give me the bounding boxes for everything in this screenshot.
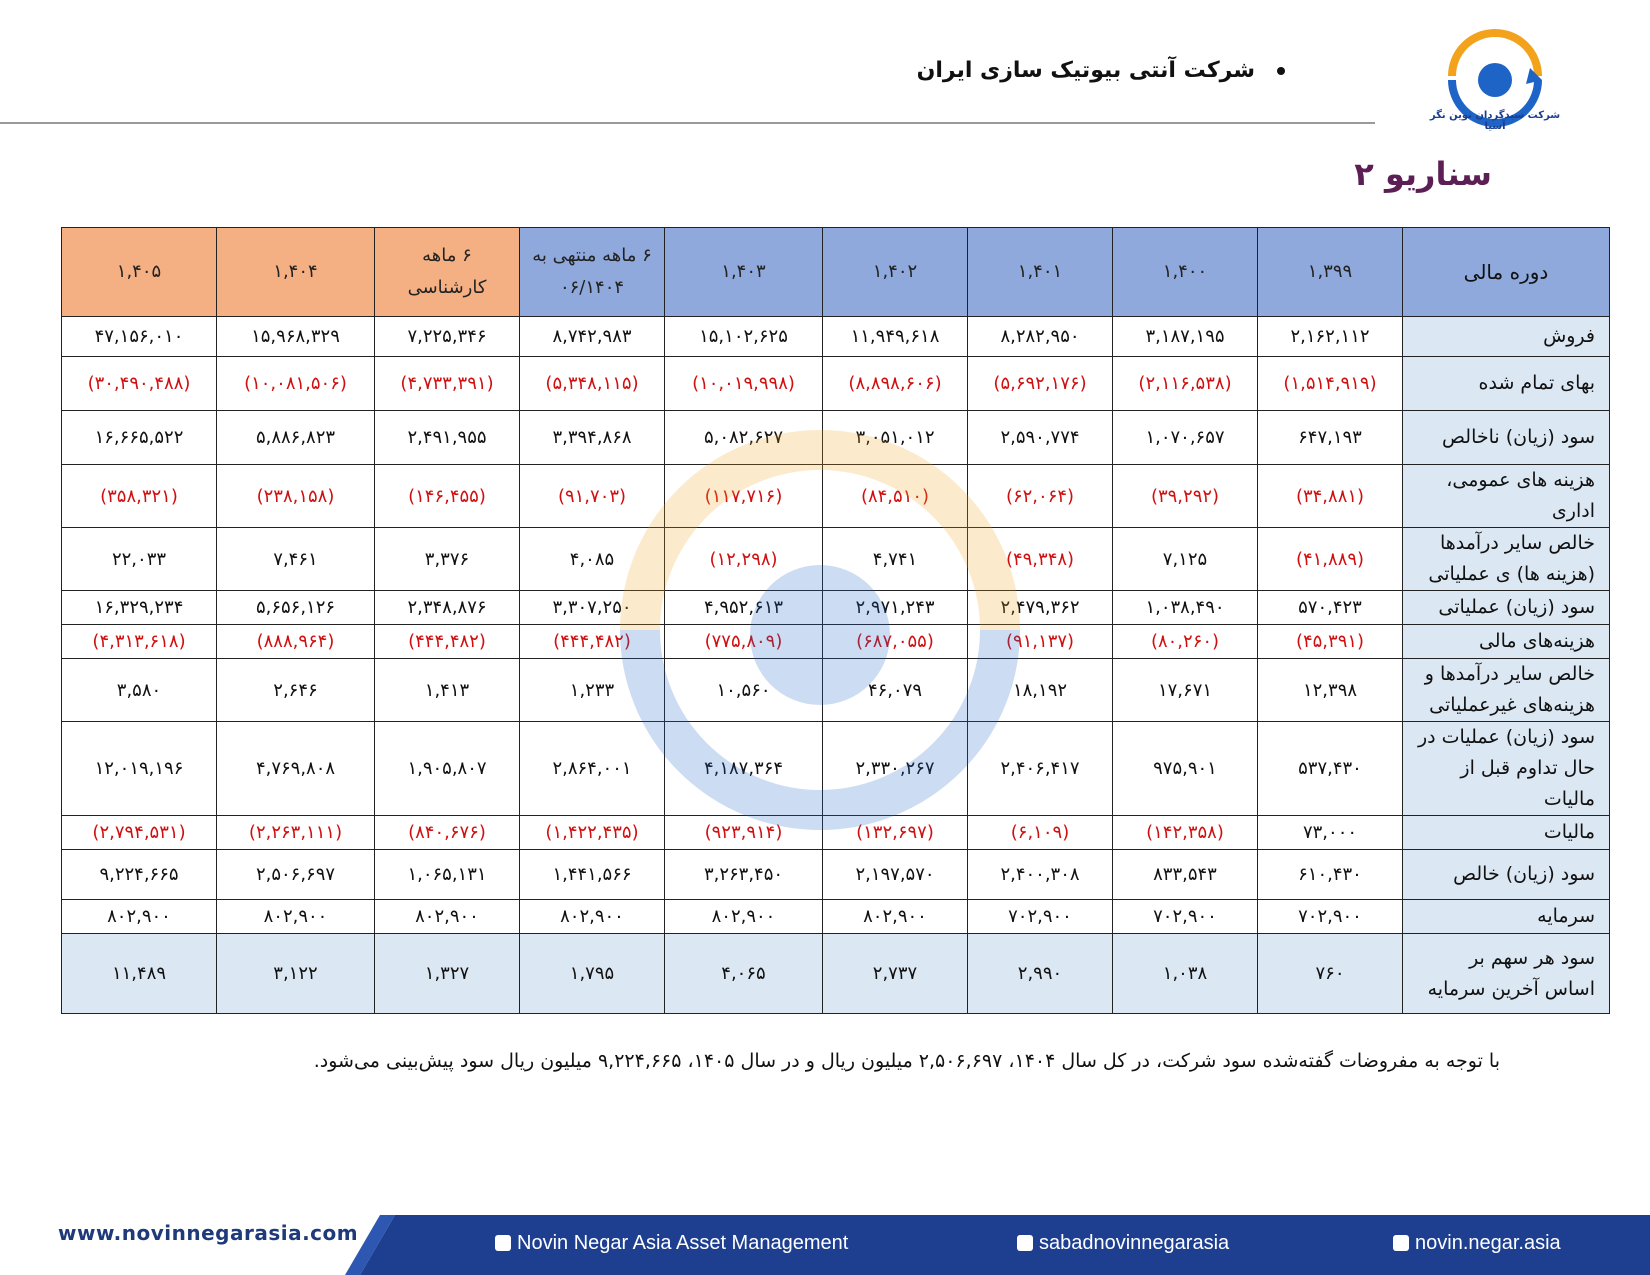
table-cell: ۱,۴۱۳	[375, 659, 520, 722]
table-cell: ۱,۰۳۸,۴۹۰	[1113, 591, 1258, 625]
telegram-link[interactable]	[1393, 1232, 1561, 1255]
table-row	[62, 591, 1610, 625]
table-cell: ۶۱۰,۴۳۰	[1258, 850, 1403, 900]
row-label: سود (زیان) خالص	[1403, 850, 1610, 900]
table-cell: ۱۲,۰۱۹,۱۹۶	[62, 722, 217, 816]
table-cell: (۴,۷۳۳,۳۹۱)	[375, 357, 520, 411]
table-cell: ۲,۹۹۰	[968, 934, 1113, 1014]
table-cell: ۸۰۲,۹۰۰	[665, 900, 823, 934]
table-cell: ۲,۵۹۰,۷۷۴	[968, 411, 1113, 465]
table-cell: (۴۵,۳۹۱)	[1258, 625, 1403, 659]
table-cell: ۸۰۲,۹۰۰	[823, 900, 968, 934]
table-cell: ۵,۸۸۶,۸۲۳	[217, 411, 375, 465]
table-cell: (۳۴,۸۸۱)	[1258, 465, 1403, 528]
table-cell: ۱۵,۱۰۲,۶۲۵	[665, 317, 823, 357]
table-cell: ۱۱,۹۴۹,۶۱۸	[823, 317, 968, 357]
table-cell: (۱,۴۲۲,۴۳۵)	[520, 816, 665, 850]
linkedin-icon	[495, 1235, 511, 1251]
summary-note: با توجه به مفروضات گفته‌شده سود شرکت، در کل سال ۱۴۰۴، ۲,۵۰۶,۶۹۷ میلیون ریال و در سال ۱۴۰۵، ۹,۲۲۴,۶۶۵ میلیون ریال سود پیش‌بینی می‌شود.	[313, 1050, 1500, 1072]
table-cell: ۴,۷۶۹,۸۰۸	[217, 722, 375, 816]
table-cell: ۲,۴۹۱,۹۵۵	[375, 411, 520, 465]
table-cell: ۲,۱۶۲,۱۱۲	[1258, 317, 1403, 357]
row-label: هزینه‌های مالی	[1403, 625, 1610, 659]
table-cell: ۷۰۲,۹۰۰	[968, 900, 1113, 934]
table-cell: ۴,۷۴۱	[823, 528, 968, 591]
row-label: فروش	[1403, 317, 1610, 357]
column-header: ۱,۴۰۵	[62, 228, 217, 317]
table-cell: ۷,۲۲۵,۳۴۶	[375, 317, 520, 357]
row-label: هزینه های عمومی، اداری	[1403, 465, 1610, 528]
table-cell: ۳,۱۸۷,۱۹۵	[1113, 317, 1258, 357]
table-cell: ۷۰۲,۹۰۰	[1258, 900, 1403, 934]
table-cell: ۳,۱۲۲	[217, 934, 375, 1014]
table-cell: ۱,۹۰۵,۸۰۷	[375, 722, 520, 816]
bullet-icon	[1277, 67, 1285, 75]
table-cell: ۷۳,۰۰۰	[1258, 816, 1403, 850]
table-row	[62, 816, 1610, 850]
table-cell: ۳,۳۷۶	[375, 528, 520, 591]
column-header: ۱,۴۰۰	[1113, 228, 1258, 317]
table-row	[62, 934, 1610, 1014]
table-cell: (۵,۶۹۲,۱۷۶)	[968, 357, 1113, 411]
table-row	[62, 850, 1610, 900]
table-cell: (۱۴۲,۳۵۸)	[1113, 816, 1258, 850]
table-cell: ۱۵,۹۶۸,۳۲۹	[217, 317, 375, 357]
table-cell: ۲,۴۰۶,۴۱۷	[968, 722, 1113, 816]
table-cell: ۸۰۲,۹۰۰	[217, 900, 375, 934]
column-header-period: دوره مالی	[1403, 228, 1610, 317]
linkedin-text: Novin Negar Asia Asset Management	[517, 1232, 849, 1254]
table-cell: ۱,۰۳۸	[1113, 934, 1258, 1014]
table-cell: (۱۰,۰۸۱,۵۰۶)	[217, 357, 375, 411]
table-row	[62, 722, 1610, 816]
table-cell: ۹,۲۲۴,۶۶۵	[62, 850, 217, 900]
table-cell: (۱۰,۰۱۹,۹۹۸)	[665, 357, 823, 411]
table-cell: ۱,۴۴۱,۵۶۶	[520, 850, 665, 900]
column-header: ۱,۳۹۹	[1258, 228, 1403, 317]
table-cell: (۸۴۰,۶۷۶)	[375, 816, 520, 850]
header-divider	[0, 122, 1375, 124]
table-cell: ۲,۷۳۷	[823, 934, 968, 1014]
table-cell: (۸۴,۵۱۰)	[823, 465, 968, 528]
row-label: خالص سایر درآمدها (هزینه ها) ی عملیاتی	[1403, 528, 1610, 591]
table-cell: ۱۸,۱۹۲	[968, 659, 1113, 722]
table-cell: ۴۷,۱۵۶,۰۱۰	[62, 317, 217, 357]
table-cell: (۹۱,۱۳۷)	[968, 625, 1113, 659]
table-cell: ۲,۳۴۸,۸۷۶	[375, 591, 520, 625]
table-cell: (۴۴۴,۴۸۲)	[520, 625, 665, 659]
logo-caption: شرکت سبدگردان نوین نگر آسیا	[1429, 110, 1561, 132]
table-cell: ۸۰۲,۹۰۰	[375, 900, 520, 934]
table-cell: ۴,۰۸۵	[520, 528, 665, 591]
table-cell: ۱,۷۹۵	[520, 934, 665, 1014]
table-cell: ۵,۰۸۲,۶۲۷	[665, 411, 823, 465]
table-cell: ۵۳۷,۴۳۰	[1258, 722, 1403, 816]
table-cell: ۷,۴۶۱	[217, 528, 375, 591]
table-cell: ۸۳۳,۵۴۳	[1113, 850, 1258, 900]
table-cell: ۷۶۰	[1258, 934, 1403, 1014]
table-row	[62, 357, 1610, 411]
telegram-text: novin.negar.asia	[1415, 1232, 1561, 1254]
table-header-row	[62, 228, 1610, 317]
table-cell: ۸,۲۸۲,۹۵۰	[968, 317, 1113, 357]
row-label: سود (زیان) ناخالص	[1403, 411, 1610, 465]
table-cell: (۱۳۲,۶۹۷)	[823, 816, 968, 850]
table-cell: (۴۴۴,۴۸۲)	[375, 625, 520, 659]
table-cell: ۲,۴۰۰,۳۰۸	[968, 850, 1113, 900]
telegram-icon	[1393, 1235, 1409, 1251]
table-cell: (۴۹,۳۴۸)	[968, 528, 1113, 591]
table-cell: (۹۲۳,۹۱۴)	[665, 816, 823, 850]
table-cell: (۱۴۶,۴۵۵)	[375, 465, 520, 528]
table-cell: (۹۱,۷۰۳)	[520, 465, 665, 528]
table-cell: (۴,۳۱۳,۶۱۸)	[62, 625, 217, 659]
table-cell: ۶۴۷,۱۹۳	[1258, 411, 1403, 465]
row-label: مالیات	[1403, 816, 1610, 850]
table-cell: (۳۵۸,۳۲۱)	[62, 465, 217, 528]
company-title-text: شرکت آنتی بیوتیک سازی ایران	[916, 58, 1255, 83]
row-label: سود (زیان) عملیاتی	[1403, 591, 1610, 625]
table-row	[62, 659, 1610, 722]
table-cell: ۱۶,۶۶۵,۵۲۲	[62, 411, 217, 465]
table-cell: (۲۳۸,۱۵۸)	[217, 465, 375, 528]
table-cell: ۵۷۰,۴۲۳	[1258, 591, 1403, 625]
table-cell: ۲,۶۴۶	[217, 659, 375, 722]
table-cell: (۸۰,۲۶۰)	[1113, 625, 1258, 659]
table-cell: ۷۰۲,۹۰۰	[1113, 900, 1258, 934]
table-row	[62, 900, 1610, 934]
table-cell: (۶۸۷,۰۵۵)	[823, 625, 968, 659]
table-cell: (۲,۷۹۴,۵۳۱)	[62, 816, 217, 850]
table-cell: ۳,۳۰۷,۲۵۰	[520, 591, 665, 625]
table-cell: ۳,۵۸۰	[62, 659, 217, 722]
scenario-title: سناریو ۲	[1354, 155, 1492, 193]
table-cell: (۳۹,۲۹۲)	[1113, 465, 1258, 528]
instagram-text: sabadnovinnegarasia	[1039, 1232, 1230, 1254]
table-row	[62, 411, 1610, 465]
table-cell: ۱۱,۴۸۹	[62, 934, 217, 1014]
table-cell: ۱,۲۳۳	[520, 659, 665, 722]
table-cell: (۲,۱۱۶,۵۳۸)	[1113, 357, 1258, 411]
column-header: ۱,۴۰۲	[823, 228, 968, 317]
table-cell: (۱۲,۲۹۸)	[665, 528, 823, 591]
instagram-icon	[1017, 1235, 1033, 1251]
column-header: ۱,۴۰۴	[217, 228, 375, 317]
company-title	[917, 58, 1285, 83]
table-cell: ۲,۵۰۶,۶۹۷	[217, 850, 375, 900]
table-cell: ۱,۰۶۵,۱۳۱	[375, 850, 520, 900]
table-row	[62, 465, 1610, 528]
table-cell: ۵,۶۵۶,۱۲۶	[217, 591, 375, 625]
table-cell: (۵,۳۴۸,۱۱۵)	[520, 357, 665, 411]
website-link[interactable]: www.novinnegarasia.com	[58, 1221, 359, 1245]
table-cell: ۸۰۲,۹۰۰	[62, 900, 217, 934]
row-label: خالص سایر درآمدها و هزینه‌های غیرعملیاتی	[1403, 659, 1610, 722]
table-cell: ۲,۸۶۴,۰۰۱	[520, 722, 665, 816]
table-row	[62, 528, 1610, 591]
table-cell: ۱,۳۲۷	[375, 934, 520, 1014]
table-cell: (۸۸۸,۹۶۴)	[217, 625, 375, 659]
table-cell: ۷,۱۲۵	[1113, 528, 1258, 591]
table-cell: ۲۲,۰۳۳	[62, 528, 217, 591]
table-cell: ۲,۹۷۱,۲۴۳	[823, 591, 968, 625]
table-cell: ۸,۷۴۲,۹۸۳	[520, 317, 665, 357]
table-row	[62, 317, 1610, 357]
table-cell: ۳,۳۹۴,۸۶۸	[520, 411, 665, 465]
table-cell: ۱۶,۳۲۹,۲۳۴	[62, 591, 217, 625]
table-cell: ۲,۴۷۹,۳۶۲	[968, 591, 1113, 625]
table-cell: (۴۱,۸۸۹)	[1258, 528, 1403, 591]
table-cell: ۲,۱۹۷,۵۷۰	[823, 850, 968, 900]
financial-table	[61, 227, 1610, 1014]
table-cell: (۸,۸۹۸,۶۰۶)	[823, 357, 968, 411]
table-cell: (۶۲,۰۶۴)	[968, 465, 1113, 528]
table-cell: (۳۰,۴۹۰,۴۸۸)	[62, 357, 217, 411]
row-label: سرمایه	[1403, 900, 1610, 934]
table-cell: ۸۰۲,۹۰۰	[520, 900, 665, 934]
table-cell: ۳,۲۶۳,۴۵۰	[665, 850, 823, 900]
table-cell: ۱۲,۳۹۸	[1258, 659, 1403, 722]
table-row	[62, 625, 1610, 659]
table-cell: ۳,۰۵۱,۰۱۲	[823, 411, 968, 465]
table-cell: (۱۱۷,۷۱۶)	[665, 465, 823, 528]
table-cell: ۱۰,۵۶۰	[665, 659, 823, 722]
row-label: سود هر سهم بر اساس آخرین سرمایه	[1403, 934, 1610, 1014]
column-header: ۱,۴۰۳	[665, 228, 823, 317]
column-header: ۱,۴۰۱	[968, 228, 1113, 317]
table-cell: (۲,۲۶۳,۱۱۱)	[217, 816, 375, 850]
table-cell: ۴,۹۵۲,۶۱۳	[665, 591, 823, 625]
table-cell: (۶,۱۰۹)	[968, 816, 1113, 850]
table-cell: ۲,۳۳۰,۲۶۷	[823, 722, 968, 816]
row-label: بهای تمام شده	[1403, 357, 1610, 411]
table-cell: ۱۷,۶۷۱	[1113, 659, 1258, 722]
table-cell: (۱,۵۱۴,۹۱۹)	[1258, 357, 1403, 411]
row-label: سود (زیان) عملیات در حال تداوم قبل از مالیات	[1403, 722, 1610, 816]
table-cell: ۹۷۵,۹۰۱	[1113, 722, 1258, 816]
table-cell: (۷۷۵,۸۰۹)	[665, 625, 823, 659]
table-cell: ۱,۰۷۰,۶۵۷	[1113, 411, 1258, 465]
column-header: ۶ ماهه کارشناسی	[375, 228, 520, 317]
linkedin-link[interactable]	[495, 1232, 848, 1255]
instagram-link[interactable]	[1017, 1232, 1229, 1255]
column-header: ۶ ماهه منتهی به ۰۶/۱۴۰۴	[520, 228, 665, 317]
table-cell: ۴,۰۶۵	[665, 934, 823, 1014]
table-cell: ۴,۱۸۷,۳۶۴	[665, 722, 823, 816]
table-cell: ۴۶,۰۷۹	[823, 659, 968, 722]
